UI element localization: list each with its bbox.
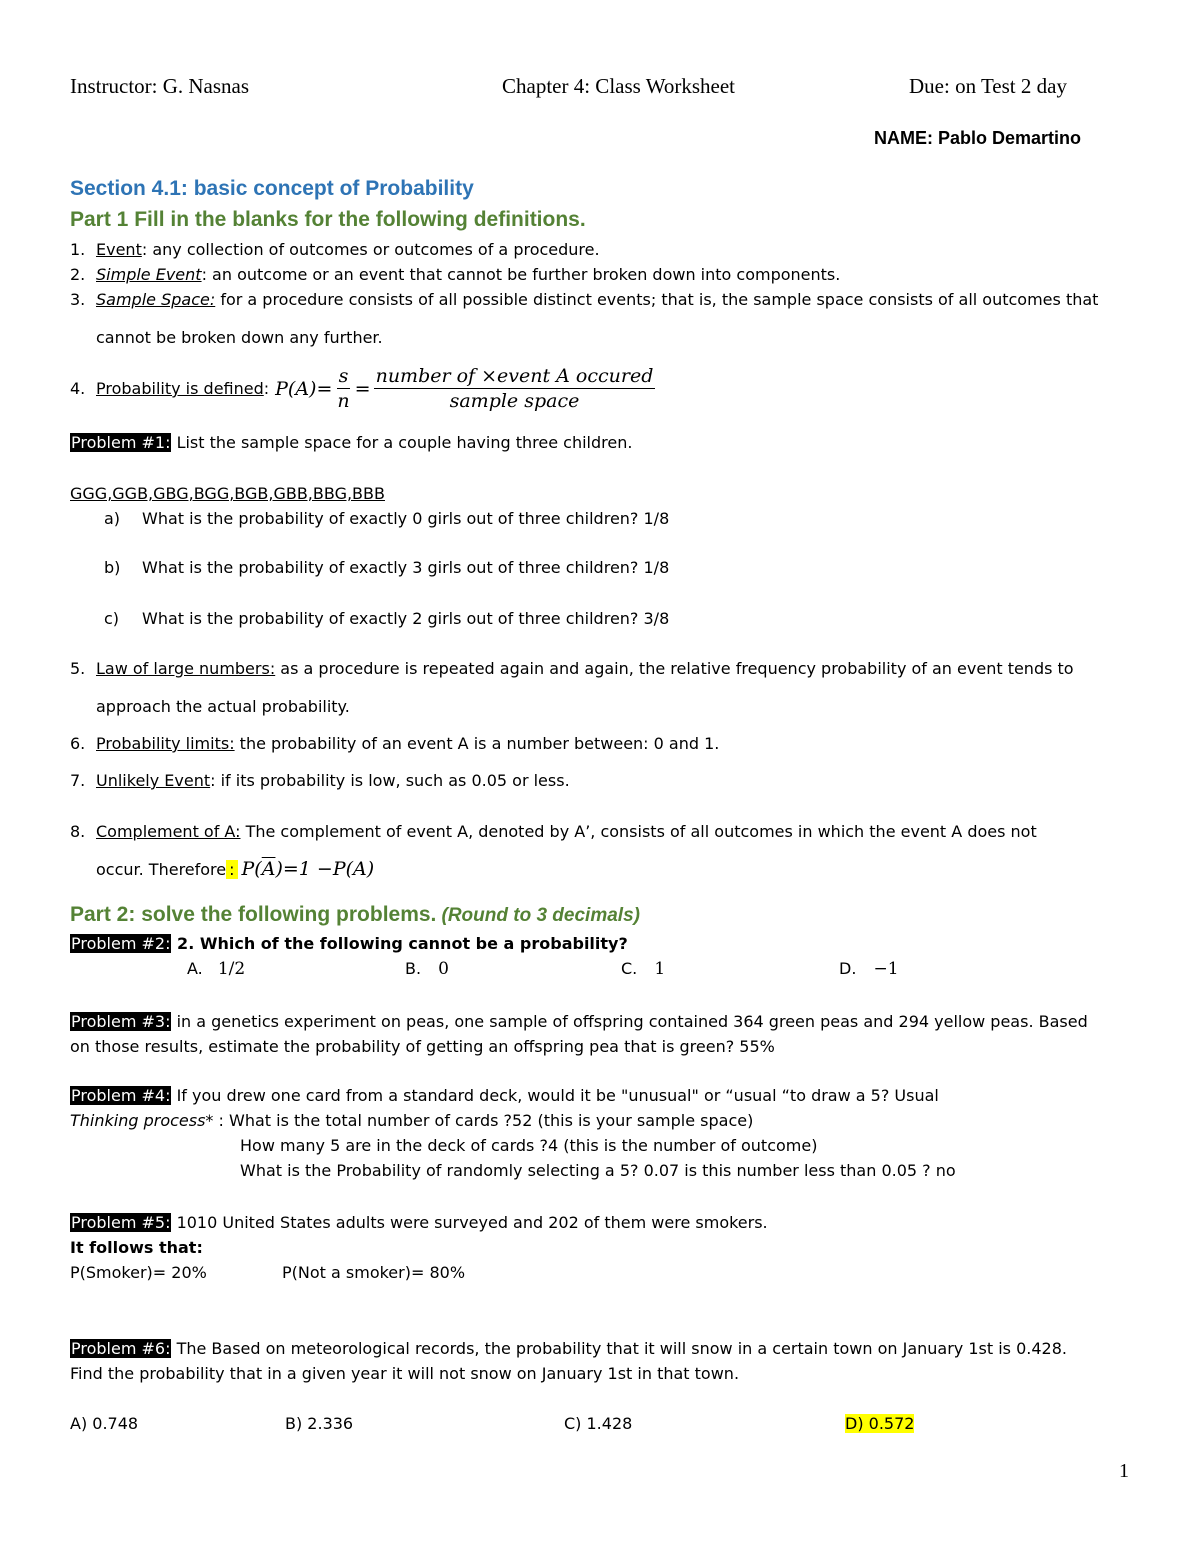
choice-b <box>405 959 449 979</box>
question-text: What is the probability of exactly 2 girls out of three children? 3/8 <box>142 609 670 628</box>
list-number: 3. <box>70 290 86 309</box>
term: Simple Event <box>96 265 202 284</box>
definition-8 <box>70 822 1037 841</box>
definition-text: the probability of an event A is a number between: 0 and 1. <box>234 734 720 753</box>
list-number: 4. <box>70 379 86 398</box>
formula-lhs: P(A)= <box>275 377 333 400</box>
problem-text: If you drew one card from a standard deck, would it be "unusual" or “usual “to draw a 5? Usual <box>171 1086 939 1105</box>
definition-text: The complement of event A, denoted by A’, consists of all outcomes in which the event A does not <box>240 822 1037 841</box>
problem-label: Problem #3: <box>71 1012 171 1031</box>
choice-c <box>621 959 665 979</box>
list-number: 8. <box>70 822 86 841</box>
instructor-label: Instructor: G. Nasnas <box>70 74 250 98</box>
choice-d <box>839 959 899 979</box>
choice-letter: B. <box>405 959 422 978</box>
problem-3-line-2: on those results, estimate the probability of getting an offspring pea that is green? 55% <box>70 1037 775 1056</box>
definition-text: for a procedure consists of all possible distinct events; that is, the sample space consists of all outcomes that <box>215 290 1099 309</box>
continued-text: occur. Therefore <box>96 859 227 879</box>
problem-5 <box>70 1213 768 1232</box>
problem-label: Problem #6: <box>71 1339 171 1358</box>
question-letter: a) <box>104 509 121 528</box>
choice-value: 1 <box>654 959 666 979</box>
problem-text: in a genetics experiment on peas, one sample of offspring contained 364 green peas and 294 yellow peas. Based <box>171 1012 1088 1031</box>
formula-fraction-s-n <box>335 364 351 413</box>
choice-a <box>187 959 245 979</box>
definition-text: : if its probability is low, such as 0.05 or less. <box>210 771 570 790</box>
part1-title: Part 1 Fill in the blanks for the following definitions. <box>70 208 586 231</box>
question-letter: b) <box>104 558 121 577</box>
question-c <box>104 609 669 628</box>
numerator-words: number of ×event A occured <box>375 365 654 387</box>
choice-value: 0 <box>438 959 449 979</box>
list-number: 5. <box>70 659 86 678</box>
problem-4-line-4: What is the Probability of randomly selecting a 5? 0.07 is this number less than 0.05 ? no <box>240 1161 956 1180</box>
problem-label: Problem #2: <box>71 934 171 953</box>
formula-a-bar: $\overline{A}$ <box>261 858 276 880</box>
definition-8-continued <box>96 858 374 880</box>
section-title: Section 4.1: basic concept of Probability <box>70 177 474 200</box>
problem-6-line-2: Find the probability that in a given year it will not snow on January 1st in that town. <box>70 1364 740 1383</box>
option-c: C) 1.428 <box>564 1414 633 1433</box>
problem-text: 1010 United States adults were surveyed and 202 of them were smokers. <box>171 1213 768 1232</box>
option-b: B) 2.336 <box>285 1414 354 1433</box>
problem-4-line-2 <box>70 1111 753 1130</box>
problem-4 <box>70 1086 939 1105</box>
question-b <box>104 558 669 577</box>
term: Probability is defined <box>96 379 264 398</box>
question-a <box>104 509 669 528</box>
choice-letter: A. <box>187 959 203 978</box>
question-text: What is the probability of exactly 3 girls out of three children? 1/8 <box>142 558 670 577</box>
definition-1 <box>70 240 600 259</box>
choice-letter: C. <box>621 959 638 978</box>
term: Probability limits: <box>96 734 235 753</box>
complement-formula <box>242 858 375 880</box>
formula-fraction-words <box>374 364 656 413</box>
problem-text: 2. Which of the following cannot be a probability? <box>171 934 628 953</box>
definition-5-continued: approach the actual probability. <box>96 697 350 716</box>
term: Event <box>96 240 142 259</box>
p-smoker: P(Smoker)= 20% <box>70 1263 207 1282</box>
formula-part: )=1 −P(A) <box>275 858 375 880</box>
definition-3 <box>70 290 1098 309</box>
part2-title: Part 2: solve the following problems. <box>70 903 437 926</box>
term: Unlikely Event <box>96 771 211 790</box>
definition-4 <box>70 364 658 413</box>
equals-sign: = <box>354 377 371 400</box>
term: Law of large numbers: <box>96 659 276 678</box>
problem-text: List the sample space for a couple having three children. <box>171 433 633 452</box>
choice-value: −1 <box>873 959 899 979</box>
problem-2 <box>70 934 628 953</box>
list-number: 6. <box>70 734 86 753</box>
choice-letter: D. <box>839 959 857 978</box>
problem-3 <box>70 1012 1088 1031</box>
follows-label: It follows that: <box>70 1238 203 1257</box>
highlighted-colon: : <box>226 860 237 879</box>
denominator-n: n <box>337 390 350 412</box>
line-text: : What is the total number of cards ?52 (this is your sample space) <box>213 1111 754 1130</box>
list-number: 1. <box>70 240 86 259</box>
student-name: NAME: Pablo Demartino <box>874 128 1082 148</box>
term: Sample Space: <box>96 290 216 309</box>
thinking-process-label: Thinking process* <box>70 1111 214 1130</box>
definition-7 <box>70 771 570 790</box>
p-not-smoker: P(Not a smoker)= 80% <box>282 1263 466 1282</box>
page-number: 1 <box>1119 1460 1129 1482</box>
numerator-s: s <box>338 365 349 387</box>
problem-4-line-3: How many 5 are in the deck of cards ?4 (this is the number of outcome) <box>240 1136 818 1155</box>
colon: : <box>263 379 270 398</box>
definition-text: : an outcome or an event that cannot be further broken down into components. <box>201 265 841 284</box>
choice-value: 1/2 <box>217 959 246 979</box>
option-d-selected: D) 0.572 <box>845 1414 915 1433</box>
chapter-title: Chapter 4: Class Worksheet <box>502 74 735 98</box>
problem-1 <box>70 433 632 452</box>
part2-note: (Round to 3 decimals) <box>441 905 640 926</box>
option-a: A) 0.748 <box>70 1414 139 1433</box>
definition-text: as a procedure is repeated again and again, the relative frequency probability of an event tends to <box>275 659 1074 678</box>
problem-6 <box>70 1339 1067 1358</box>
problem-text: The Based on meteorological records, the probability that it will snow in a certain town on January 1st is 0.428. <box>171 1339 1067 1358</box>
question-text: What is the probability of exactly 0 girls out of three children? 1/8 <box>142 509 670 528</box>
denominator-words: sample space <box>449 390 580 412</box>
definition-5 <box>70 659 1074 678</box>
part2-heading <box>70 903 640 927</box>
due-label: Due: on Test 2 day <box>909 74 1067 98</box>
sample-space-answer: GGG,GGB,GBG,BGG,BGB,GBB,BBG,BBB <box>70 484 385 503</box>
formula-part: P( <box>241 858 262 880</box>
question-letter: c) <box>104 609 120 628</box>
list-number: 2. <box>70 265 86 284</box>
definition-3-continued: cannot be broken down any further. <box>96 328 383 347</box>
term: Complement of A: <box>96 822 241 841</box>
problem-label: Problem #1: <box>71 433 171 452</box>
problem-label: Problem #5: <box>71 1213 171 1232</box>
definition-6 <box>70 734 719 753</box>
definition-2 <box>70 265 840 284</box>
problem-label: Problem #4: <box>71 1086 171 1105</box>
definition-text: : any collection of outcomes or outcomes of a procedure. <box>141 240 600 259</box>
list-number: 7. <box>70 771 86 790</box>
